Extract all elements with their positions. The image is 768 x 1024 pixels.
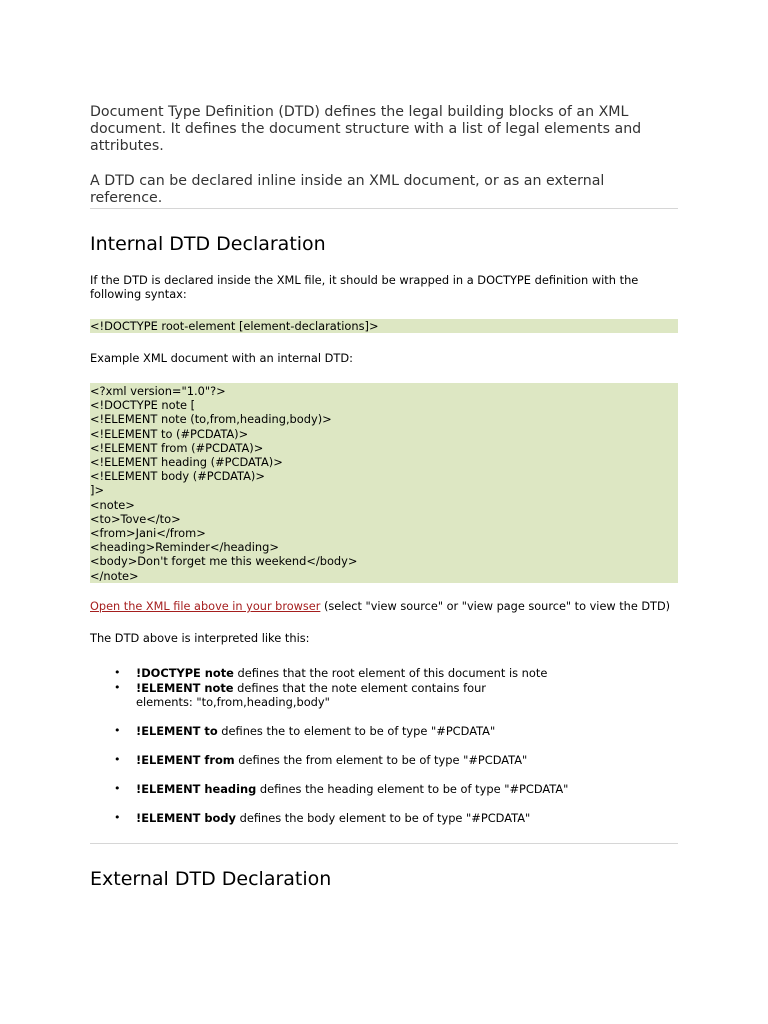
code-line: </note> (90, 568, 139, 583)
code-line: <body>Don't forget me this weekend</body> (90, 554, 358, 569)
syntax-intro-text: If the DTD is declared inside the XML file, it should be wrapped in a DOCTYPE definition with the following syntax: (90, 273, 639, 301)
interpreted-intro-text: The DTD above is interpreted like this: (90, 631, 310, 645)
external-dtd-heading: External DTD Declaration (90, 868, 332, 890)
bullet-icon: • (114, 666, 121, 679)
bullet-icon: • (114, 753, 121, 766)
code-line: <!DOCTYPE root-element [element-declarations]> (90, 319, 379, 333)
intro-paragraph-1: Document Type Definition (DTD) defines the legal building blocks of an XML document. It defines the document structure with a list of legal elements and attributes. (90, 104, 642, 154)
bullet-text: defines that the root element of this document is note (233, 666, 548, 680)
code-line: <!ELEMENT heading (#PCDATA)> (90, 455, 283, 470)
bullet-term: !ELEMENT to (136, 724, 218, 738)
code-line: <!ELEMENT from (#PCDATA)> (90, 440, 264, 455)
bullet-icon: • (114, 681, 121, 694)
bullet-text: defines the from element to be of type "#PCDATA" (234, 753, 528, 767)
bullet-term: !ELEMENT note (136, 681, 234, 695)
code-line: <from>Jani</from> (90, 526, 206, 541)
code-line: <!DOCTYPE note [ (90, 398, 196, 413)
bullet-text: defines the heading element to be of type "#PCDATA" (256, 782, 569, 796)
code-line: <!ELEMENT body (#PCDATA)> (90, 469, 265, 484)
code-line: <to>Tove</to> (90, 511, 181, 526)
bullet-term: !DOCTYPE note (136, 666, 234, 680)
code-line: <heading>Reminder</heading> (90, 540, 279, 555)
example-code-block (90, 383, 678, 583)
bullet-term: !ELEMENT body (136, 811, 236, 825)
code-line: <!ELEMENT note (to,from,heading,body)> (90, 412, 332, 427)
bullet-term: !ELEMENT heading (136, 782, 257, 796)
bullet-icon: • (114, 724, 121, 737)
internal-dtd-heading: Internal DTD Declaration (90, 233, 326, 255)
syntax-code-block (90, 319, 678, 333)
bullet-icon: • (114, 782, 121, 795)
open-in-browser-line (90, 600, 678, 614)
bullet-text: defines that the note element contains four elements: "to,from,heading,body" (136, 681, 486, 709)
bullet-text: defines the body element to be of type "#PCDATA" (235, 811, 531, 825)
code-line: ]> (90, 483, 104, 498)
open-link-note: (select "view source" or "view page source" to view the DTD) (320, 600, 671, 613)
open-xml-file-link[interactable]: Open the XML file above in your browser (90, 600, 321, 613)
code-line: <note> (90, 497, 135, 512)
section-divider (90, 208, 678, 209)
intro-paragraph-2: A DTD can be declared inline inside an XML document, or as an external reference. (90, 173, 605, 206)
code-line: <!ELEMENT to (#PCDATA)> (90, 426, 249, 441)
section-divider (90, 843, 678, 844)
example-intro-text: Example XML document with an internal DTD: (90, 351, 353, 365)
bullet-icon: • (114, 811, 121, 824)
code-line: <?xml version="1.0"?> (90, 384, 226, 398)
bullet-term: !ELEMENT from (136, 753, 235, 767)
bullet-text: defines the to element to be of type "#PCDATA" (217, 724, 496, 738)
